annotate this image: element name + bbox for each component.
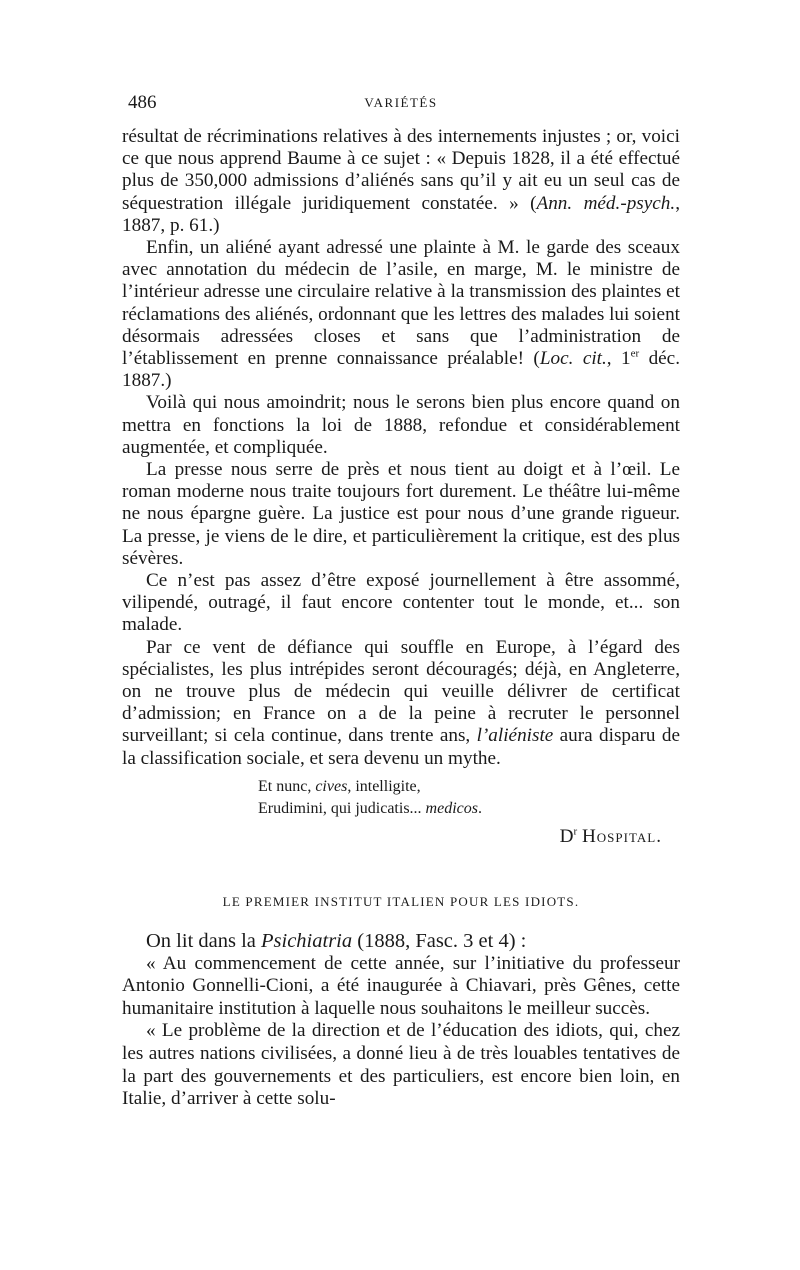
paragraph-3: Voilà qui nous amoindrit; nous le serons bien plus encore quand on mettra en fonctions la loi de 1888, refondue et considérablement augmentée, et compliquée. xyxy=(122,392,680,458)
paragraph-2: Enfin, un aliéné ayant adressé une plainte à M. le garde des sceaux avec annotation du médecin de l’asile, en marge, M. le ministre de l’intérieur adresse une circulaire relative à la transmission des plaintes et réclamations des aliénés, ordonnant que les lettres des malades lui soient désormais adressées closes et sans que l’administration de l’établissement en prenne connaissance préalable! (Loc. cit., 1er déc. 1887.) xyxy=(122,237,680,392)
section-body xyxy=(122,930,680,1111)
section-intro: On lit dans la Psichiatria (1888, Fasc. 3 et 4) : xyxy=(146,930,527,952)
page-number: 486 xyxy=(128,92,157,113)
page-header xyxy=(122,92,680,116)
citation-source: Ann. méd.-psych. xyxy=(536,192,676,214)
article-body xyxy=(122,126,680,848)
running-head: VARIÉTÉS xyxy=(364,95,438,110)
section-quote-2: « Le problème de la direction et de l’éducation des idiots, qui, chez les autres nations civilisées, a donné lieu à de très louables tentatives de la part des gouvernements et des particuliers, est encore bien loin, en Italie, d’arriver à cette solu- xyxy=(122,1020,680,1110)
paragraph-6: Par ce vent de défiance qui souffle en Europe, à l’égard des spécialistes, les plus intrépides seront découragés; déjà, en Angleterre, on ne trouve plus de médecin qui veuille délivrer de certificat d’admission; en France on a de la peine à recruter le personnel surveillant; si cela continue, dans trente ans, l’aliéniste aura disparu de la classification sociale, et sera devenu un mythe. xyxy=(122,636,680,769)
author-signature: $D^r$ Hospital. xyxy=(559,825,662,847)
paragraph-1: résultat de récriminations relatives à des internements injustes ; or, voici ce que nous apprend Baume à ce sujet : « Depuis 1828, il a été effectué plus de 350,000 admissions d’aliénés sans qu’il y ait eu un seul cas de séquestration illégale juridiquement constatée. » (Ann. méd.-psych., 1887, p. 61.) xyxy=(122,126,680,236)
journal-title: Psichiatria xyxy=(261,930,353,952)
section-quote-1: « Au commencement de cette année, sur l’initiative du professeur Antonio Gonnelli-Cioni, a été inaugurée à Chiavari, près Gênes, cette humanitaire institution à laquelle nous souhaitons le meilleur succès. xyxy=(122,952,680,1019)
paragraph-4: La presse nous serre de près et nous tient au doigt et à l’œil. Le roman moderne nous traite toujours fort durement. Le théâtre lui-même ne nous épargne guère. La justice est pour nous d’une grande rigueur. La presse, je viens de le dire, et particulièrement la critique, est des plus sévères. xyxy=(122,459,680,569)
citation-source: Loc. cit. xyxy=(539,348,607,370)
paragraph-5: Ce n’est pas assez d’être exposé journellement à être assommé, vilipendé, outragé, il faut encore contenter tout le monde, et... son malade. xyxy=(122,570,680,636)
emphasis: l’aliéniste xyxy=(476,725,554,747)
latin-quote: Et nunc, cives, intelligite, Erudimini, qui judicatis... medicos. xyxy=(258,777,482,817)
section-heading: LE PREMIER INSTITUT ITALIEN POUR LES IDIOTS. xyxy=(222,894,580,909)
